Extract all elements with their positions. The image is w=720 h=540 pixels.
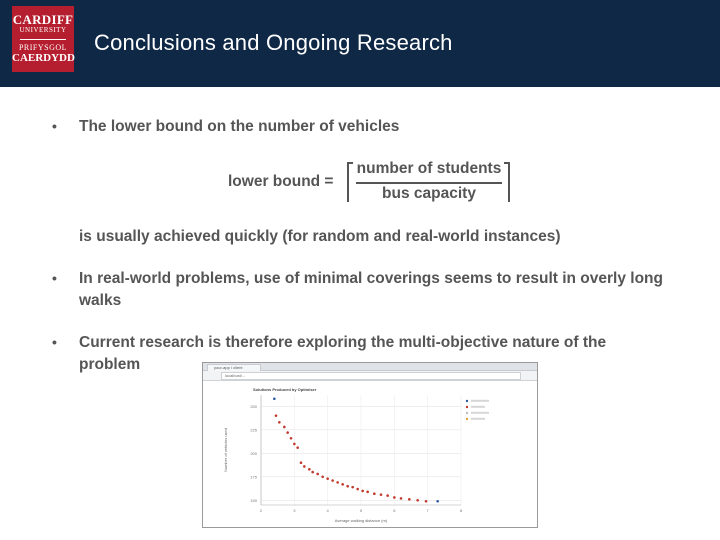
x-tick-label: 4: [326, 508, 329, 513]
bullet-marker-2: •: [52, 270, 57, 286]
data-point-series-1: [336, 481, 339, 484]
data-point-series-1: [346, 485, 349, 488]
legend-marker: [466, 412, 468, 414]
address-field: localhost/...: [221, 372, 521, 380]
formula-denominator: bus capacity: [382, 185, 476, 202]
browser-tab-bar: [203, 363, 537, 371]
data-point-series-1: [303, 465, 306, 468]
scatter-chart-svg: [203, 383, 537, 527]
bullet-2-text: In real-world problems, use of minimal coverings seems to result in overly long walks: [79, 270, 663, 309]
browser-address-bar: [203, 371, 537, 381]
data-point-series-1: [283, 426, 286, 429]
data-point-series-1: [293, 443, 296, 446]
x-tick-label: 6: [393, 508, 396, 513]
logo-line-2: UNIVERSITY: [19, 26, 67, 34]
data-point-series-1: [300, 461, 303, 464]
data-point-series-1: [286, 431, 289, 434]
data-point-series-2: [436, 500, 439, 503]
data-point-series-1: [341, 483, 344, 486]
logo-line-3: PRIFYSGOL: [18, 43, 68, 52]
formula-lhs: lower bound =: [228, 173, 334, 190]
x-tick-label: 7: [426, 508, 429, 513]
logo-divider: [20, 39, 66, 40]
legend-text-placeholder: [471, 406, 485, 408]
data-point-series-1: [416, 499, 419, 502]
legend-text-placeholder: [471, 418, 485, 420]
data-point-series-1: [380, 493, 383, 496]
data-point-series-1: [408, 498, 411, 501]
fraction-bar: [356, 182, 502, 184]
legend-text-placeholder: [471, 400, 489, 402]
x-tick-label: 5: [359, 508, 363, 513]
data-point-series-1: [351, 486, 354, 489]
y-axis-label: Number of vehicles used: [223, 427, 228, 473]
x-axis-label: Average walking distance (m): [334, 518, 388, 523]
data-point-series-1: [308, 468, 311, 471]
bullet-3-text: Current research is therefore exploring the multi-objective nature of the problem: [79, 334, 607, 373]
y-tick-label: 150: [250, 497, 257, 503]
legend-marker: [466, 418, 468, 420]
legend-marker: [466, 406, 468, 408]
data-point-series-1: [386, 494, 389, 497]
legend-marker: [466, 400, 468, 402]
data-point-series-1: [311, 471, 314, 474]
y-tick-label: 250: [250, 403, 257, 409]
data-point-series-1: [373, 492, 376, 495]
data-point-series-1: [316, 473, 319, 476]
x-tick-label: 3: [293, 508, 296, 513]
data-point-series-1: [400, 497, 403, 500]
data-point-series-1: [331, 479, 334, 482]
browser-tab: your-app / client: [207, 364, 261, 371]
university-logo: [12, 6, 74, 72]
scatter-chart: [203, 383, 537, 527]
data-point-series-1: [356, 488, 359, 491]
x-tick-label: 2: [259, 508, 263, 513]
data-point-series-1: [393, 496, 396, 499]
chart-title: Solutions Produced by Optimiser: [253, 387, 317, 392]
data-point-series-1: [361, 490, 364, 493]
data-point-series-1: [425, 500, 428, 503]
slide-header: [0, 0, 720, 87]
formula-numerator: number of students: [356, 160, 502, 177]
data-point-series-1: [326, 477, 329, 480]
ceiling-bracket-left: [347, 162, 353, 202]
data-point-series-2: [273, 397, 276, 400]
x-tick-label: 8: [459, 508, 463, 513]
data-point-series-1: [366, 491, 369, 494]
bullet-marker-1: •: [52, 118, 57, 134]
bullet-1-continuation: is usually achieved quickly (for random and real-world instances): [79, 228, 561, 245]
logo-line-4: CAERDYDD: [12, 52, 75, 64]
data-point-series-1: [296, 446, 299, 449]
data-point-series-1: [275, 414, 278, 417]
slide-title: Conclusions and Ongoing Research: [94, 30, 453, 55]
embedded-screenshot: [202, 362, 538, 528]
legend-text-placeholder: [471, 412, 489, 414]
y-tick-label: 200: [250, 450, 257, 456]
ceiling-bracket-right: [504, 162, 510, 202]
bullet-1-text: The lower bound on the number of vehicles: [79, 118, 400, 135]
lower-bound-formula: [228, 160, 518, 204]
data-point-series-1: [278, 421, 281, 424]
logo-line-1: CARDIFF: [12, 12, 74, 27]
data-point-series-1: [321, 475, 324, 478]
y-tick-label: 225: [250, 427, 257, 433]
y-tick-label: 175: [250, 474, 257, 480]
bullet-marker-3: •: [52, 334, 57, 350]
data-point-series-1: [290, 437, 293, 440]
